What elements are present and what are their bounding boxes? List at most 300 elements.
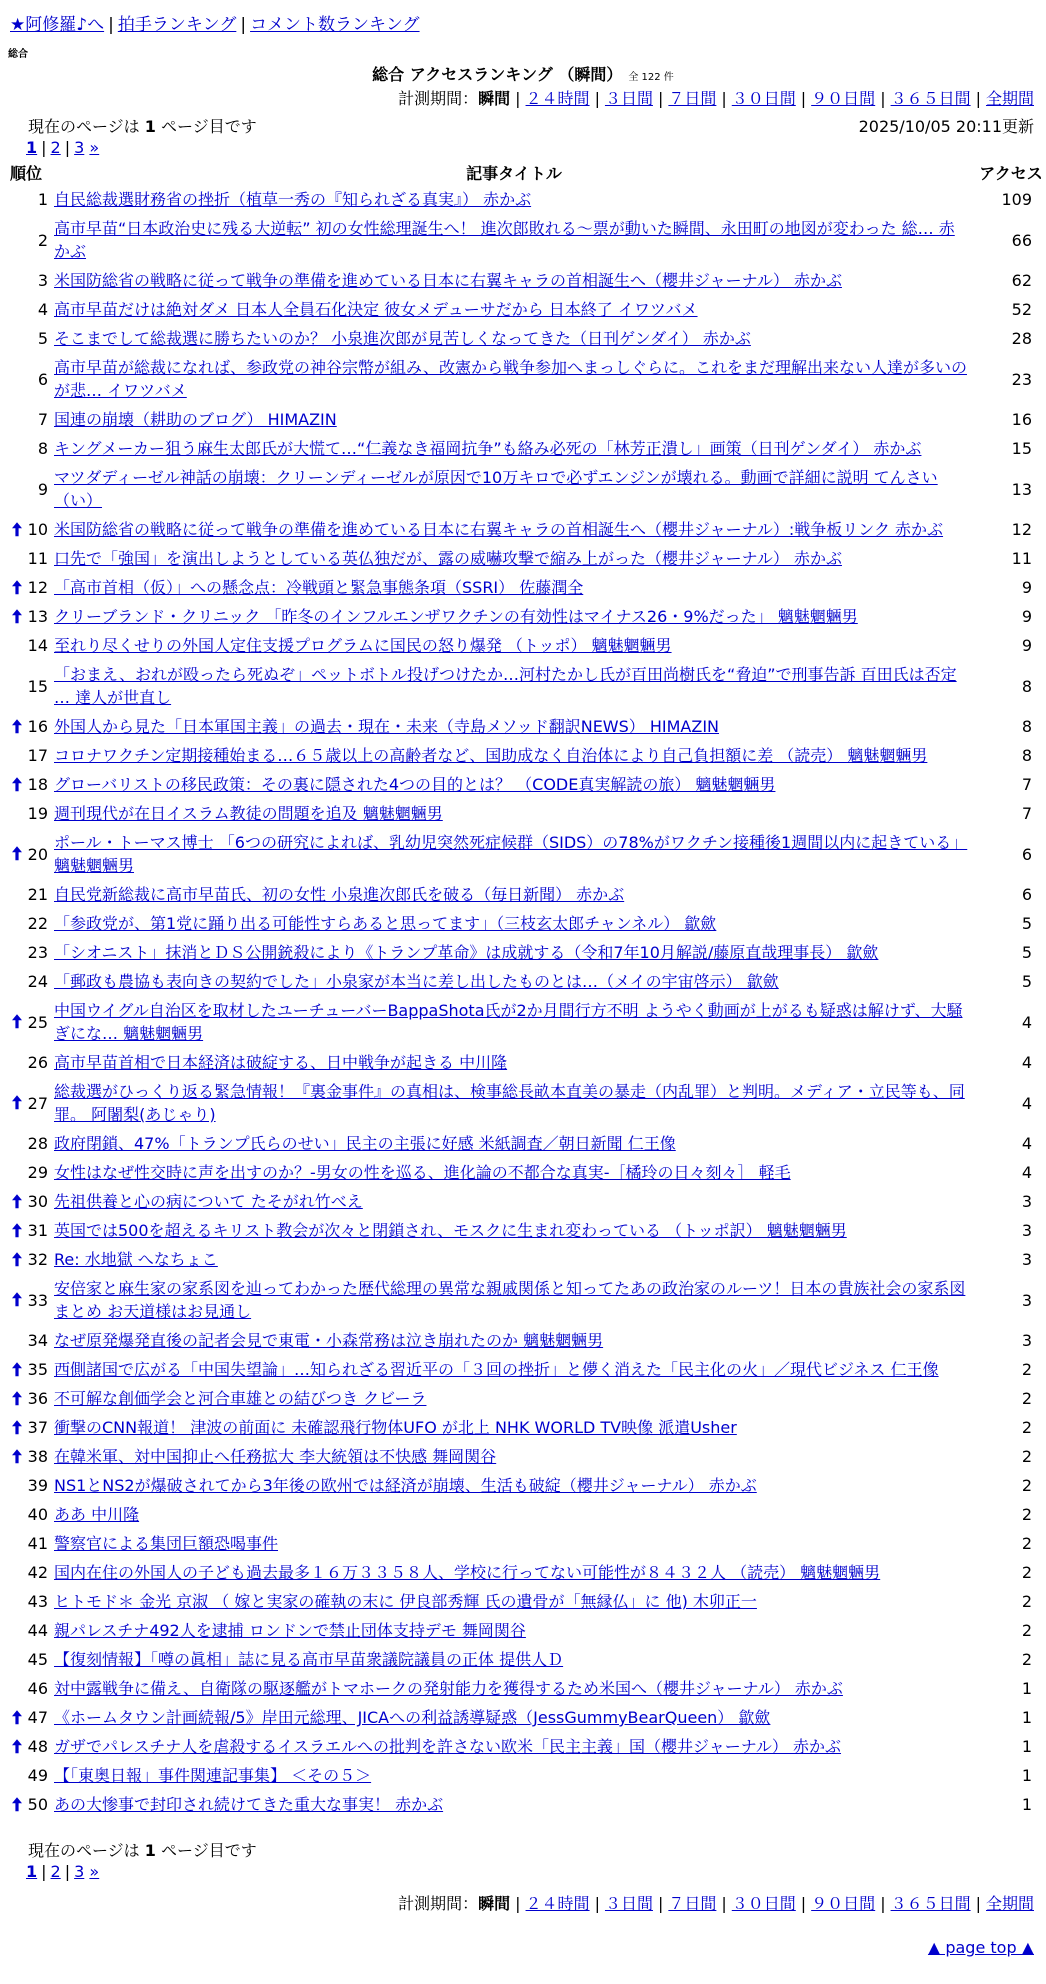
title-cell bbox=[52, 434, 976, 463]
access-count: 3 bbox=[1021, 1221, 1032, 1240]
rank-up-arrow-icon bbox=[11, 845, 23, 861]
separator: | bbox=[41, 138, 47, 157]
rank-cell bbox=[0, 1187, 52, 1216]
rank-number: 43 bbox=[27, 1592, 48, 1611]
rank-number: 9 bbox=[37, 479, 48, 499]
access-count: 7 bbox=[1021, 775, 1032, 794]
access-count: 6 bbox=[1021, 885, 1032, 904]
period-option[interactable]: ３０日間 bbox=[731, 89, 796, 108]
access-count: 8 bbox=[1021, 676, 1032, 696]
table-row bbox=[0, 353, 1046, 405]
access-count: 1 bbox=[1021, 1737, 1032, 1756]
rank-cell bbox=[0, 214, 52, 266]
access-count: 52 bbox=[1011, 300, 1032, 319]
period-option[interactable]: ２４時間 bbox=[525, 89, 590, 108]
table-row bbox=[0, 573, 1046, 602]
article-link[interactable]: 【「東奥日報」事件関連記事集】 ＜その５＞ bbox=[54, 1766, 372, 1785]
table-row bbox=[0, 515, 1046, 544]
access-count: 23 bbox=[1011, 369, 1032, 389]
rank-number: 48 bbox=[27, 1737, 48, 1756]
title-cell bbox=[52, 463, 976, 515]
rank-number: 7 bbox=[37, 410, 48, 429]
page-info-suffix: ページ目です bbox=[161, 117, 257, 136]
rank-up-arrow-icon bbox=[11, 608, 23, 624]
rank-number: 26 bbox=[27, 1053, 48, 1072]
rank-number: 20 bbox=[27, 844, 48, 864]
article-link[interactable]: クリーブランド・クリニック 「昨冬のインフルエンザワクチンの有効性はマイナス26・9%だった」 魑魅魍魎男 bbox=[54, 607, 858, 626]
title-cell bbox=[52, 1587, 976, 1616]
table-row bbox=[0, 828, 1046, 880]
rank-cell bbox=[0, 1761, 52, 1790]
rank-up-arrow-icon bbox=[11, 776, 23, 792]
title-header: 記事タイトル bbox=[466, 164, 562, 183]
rank-cell bbox=[0, 1245, 52, 1274]
rank-cell bbox=[0, 405, 52, 434]
rank-cell bbox=[0, 434, 52, 463]
rank-cell bbox=[0, 515, 52, 544]
separator: | bbox=[594, 89, 600, 108]
period-option[interactable]: ３日間 bbox=[604, 1894, 653, 1913]
access-count: 2 bbox=[1021, 1476, 1032, 1495]
period-option[interactable]: ３０日間 bbox=[731, 1894, 796, 1913]
article-link[interactable]: グローバリストの移民政策：その裏に隠された4つの目的とは？ （CODE真実解読の旅） 魑魅魍魎男 bbox=[54, 775, 776, 794]
access-count: 15 bbox=[1011, 439, 1032, 458]
title-cell bbox=[52, 544, 976, 573]
table-row bbox=[0, 1732, 1046, 1761]
title-cell bbox=[52, 1616, 976, 1645]
title-cell bbox=[52, 1355, 976, 1384]
article-link[interactable]: 総裁選がひっくり返る緊急情報！『裏金事件』の真相は、検事総長畝本直美の暴走（内乱罪）と判明。メディア・立民等も、同罪。 阿闍梨(あじゃり) bbox=[54, 1082, 965, 1124]
title-cell bbox=[52, 1529, 976, 1558]
access-count: 2 bbox=[1021, 1534, 1032, 1553]
access-count: 2 bbox=[1021, 1650, 1032, 1669]
rank-cell bbox=[0, 573, 52, 602]
next-page-link[interactable]: » bbox=[89, 1862, 100, 1881]
rank-number: 14 bbox=[27, 636, 48, 655]
period-option[interactable]: ７日間 bbox=[668, 1894, 717, 1913]
rank-cell bbox=[0, 602, 52, 631]
access-header: アクセス bbox=[979, 164, 1043, 183]
rank-number: 29 bbox=[27, 1163, 48, 1182]
table-row bbox=[0, 1158, 1046, 1187]
separator: | bbox=[594, 1894, 600, 1913]
article-link[interactable]: 米国防総省の戦略に従って戦争の準備を進めている日本に右翼キャラの首相誕生へ（櫻井ジャーナル） 赤かぶ bbox=[54, 271, 842, 290]
page-info-number: 1 bbox=[144, 117, 156, 136]
rank-cell bbox=[0, 996, 52, 1048]
article-link[interactable]: 週刊現代が在日イスラム教徒の問題を追及 魑魅魍魎男 bbox=[54, 804, 443, 823]
page-info-number: 1 bbox=[144, 1841, 156, 1860]
rank-cell bbox=[0, 324, 52, 353]
page-link[interactable]: 2 bbox=[50, 138, 61, 157]
rank-cell bbox=[0, 1790, 52, 1819]
rank-number: 50 bbox=[27, 1795, 48, 1814]
rank-cell bbox=[0, 1674, 52, 1703]
rank-up-arrow-icon bbox=[11, 1094, 23, 1110]
rank-up-arrow-icon bbox=[11, 1390, 23, 1406]
rank-cell bbox=[0, 544, 52, 573]
title-cell bbox=[52, 1471, 976, 1500]
article-link[interactable]: 「シオニスト」抹消とＤＳ公開銃殺により《トランプ革命》は成就する（令和7年10月解説/藤原直哉理事長） 歙歛 bbox=[54, 943, 879, 962]
rank-number: 11 bbox=[27, 549, 48, 568]
title-cell bbox=[52, 631, 976, 660]
separator: | bbox=[108, 15, 114, 35]
period-option[interactable]: ９０日間 bbox=[811, 89, 876, 108]
title-cell bbox=[52, 573, 976, 602]
rank-cell bbox=[0, 1129, 52, 1158]
table-row bbox=[0, 1355, 1046, 1384]
page-link[interactable]: 1 bbox=[26, 138, 38, 157]
rank-number: 8 bbox=[37, 439, 48, 458]
access-count: 3 bbox=[1021, 1250, 1032, 1269]
page-info-prefix: 現在のページは bbox=[28, 1841, 140, 1860]
rank-up-arrow-icon bbox=[11, 1193, 23, 1209]
access-count: 1 bbox=[1021, 1766, 1032, 1785]
article-link[interactable]: 口先で「強国」を演出しようとしている英仏独だが、露の威嚇攻撃で縮み上がった（櫻井ジャーナル） 赤かぶ bbox=[54, 549, 842, 568]
article-link[interactable]: 「郵政も農協も表向きの契約でした」小泉家が本当に差し出したものとは…（メイの宇宙啓示） 歙歛 bbox=[54, 972, 779, 991]
rank-cell bbox=[0, 741, 52, 770]
table-row bbox=[0, 1048, 1046, 1077]
top-navigation bbox=[10, 10, 420, 35]
table-row bbox=[0, 1703, 1046, 1732]
page-link[interactable]: 2 bbox=[50, 1862, 61, 1881]
article-link[interactable]: 「高市首相（仮）」への懸念点：冷戦頭と緊急事態条項（SSRI） 佐藤潤全 bbox=[54, 578, 584, 597]
table-row bbox=[0, 660, 1046, 712]
period-option[interactable]: ２４時間 bbox=[525, 1894, 590, 1913]
table-row bbox=[0, 1442, 1046, 1471]
page-link[interactable]: 3 bbox=[74, 1862, 85, 1881]
updated-timestamp: 2025/10/05 20:11更新 bbox=[858, 117, 1034, 136]
rank-number: 23 bbox=[27, 943, 48, 962]
rank-cell bbox=[0, 1645, 52, 1674]
table-row bbox=[0, 214, 1046, 266]
table-row bbox=[0, 1587, 1046, 1616]
title-cell bbox=[52, 1558, 976, 1587]
period-option[interactable]: ７日間 bbox=[668, 89, 717, 108]
article-link[interactable]: ヒトモド＊ 金光 京淑 （ 嫁と実家の確執の末に 伊良部秀輝 氏の遺骨が「無縁仏」に 他) 木卯正一 bbox=[54, 1592, 757, 1611]
rank-cell bbox=[0, 1413, 52, 1442]
rank-up-arrow-icon bbox=[11, 579, 23, 595]
article-link[interactable]: 西側諸国で広がる「中国失望論」…知られざる習近平の「３回の挫折」と儚く消えた「民主化の火」／現代ビジネス 仁王像 bbox=[54, 1360, 939, 1379]
rank-cell bbox=[0, 660, 52, 712]
article-link[interactable]: 至れり尽くせりの外国人定住支援プログラムに国民の怒り爆発 （トッポ） 魑魅魍魎男 bbox=[54, 636, 672, 655]
rank-up-arrow-icon bbox=[11, 1251, 23, 1267]
comment-ranking-link[interactable]: コメント数ランキング bbox=[250, 15, 420, 35]
title-cell bbox=[52, 185, 976, 214]
title-cell bbox=[52, 1645, 976, 1674]
rank-number: 47 bbox=[27, 1708, 48, 1727]
access-count: 3 bbox=[1021, 1192, 1032, 1211]
article-link[interactable]: 高市早苗“日本政治史に残る大逆転” 初の女性総理誕生へ！ 進次郎敗れる〜票が動いた瞬間、永田町の地図が変わった 総… 赤かぶ bbox=[54, 219, 955, 261]
table-row bbox=[0, 1790, 1046, 1819]
table-row bbox=[0, 1471, 1046, 1500]
rank-number: 5 bbox=[37, 329, 48, 348]
rank-number: 16 bbox=[27, 717, 48, 736]
rank-cell bbox=[0, 1077, 52, 1129]
table-row bbox=[0, 295, 1046, 324]
access-count: 2 bbox=[1021, 1389, 1032, 1408]
separator: | bbox=[721, 89, 727, 108]
article-link[interactable]: 国連の崩壊（耕助のブログ） HIMAZIN bbox=[54, 410, 337, 429]
table-row bbox=[0, 1077, 1046, 1129]
rank-number: 45 bbox=[27, 1650, 48, 1669]
page-link[interactable]: 3 bbox=[74, 138, 85, 157]
separator: | bbox=[515, 89, 521, 108]
title-cell bbox=[52, 880, 976, 909]
title-cell bbox=[52, 1216, 976, 1245]
article-link[interactable]: ガザでパレスチナ人を虐殺するイスラエルへの批判を許さない欧米「民主主義」国（櫻井ジャーナル） 赤かぶ bbox=[54, 1737, 842, 1756]
article-link[interactable]: 国内在住の外国人の子ども過去最多１６万３３５８人、学校に行ってない可能性が８４３２人 （読売） 魑魅魍魎男 bbox=[54, 1563, 881, 1582]
period-option[interactable]: ３６５日間 bbox=[890, 1894, 971, 1913]
rank-up-arrow-icon bbox=[11, 1796, 23, 1812]
rank-cell bbox=[0, 463, 52, 515]
pager-bottom bbox=[26, 1862, 99, 1881]
rank-up-arrow-icon bbox=[11, 718, 23, 734]
article-link[interactable]: 対中露戦争に備え、自衛隊の駆逐艦がトマホークの発射能力を獲得するため米国へ（櫻井ジャーナル） 赤かぶ bbox=[54, 1679, 843, 1698]
access-count: 1 bbox=[1021, 1795, 1032, 1814]
period-option[interactable]: 全期間 bbox=[985, 89, 1034, 108]
rank-cell bbox=[0, 880, 52, 909]
article-link[interactable]: NS1とNS2が爆破されてから3年後の欧州では経済が崩壊、生活も破綻（櫻井ジャーナル） 赤かぶ bbox=[54, 1476, 757, 1495]
table-row bbox=[0, 1674, 1046, 1703]
access-count: 28 bbox=[1011, 329, 1032, 348]
article-link[interactable]: 米国防総省の戦略に従って戦争の準備を進めている日本に右翼キャラの首相誕生へ（櫻井ジャーナル）:戦争板リンク 赤かぶ bbox=[54, 520, 944, 539]
separator: | bbox=[515, 1894, 521, 1913]
title-cell bbox=[52, 324, 976, 353]
article-link[interactable]: マツダディーゼル神話の崩壊：クリーンディーゼルが原因で10万キロで必ずエンジンが壊れる。動画で詳細に説明 てんさい（い） bbox=[54, 468, 938, 510]
article-link[interactable]: 高市早苗首相で日本経済は破綻する、日中戦争が起きる 中川隆 bbox=[54, 1053, 508, 1072]
rank-cell bbox=[0, 1326, 52, 1355]
article-link[interactable]: 女性はなぜ性交時に声を出すのか？-男女の性を巡る、進化論の不都合な真実-［橘玲の日々刻々］ 軽毛 bbox=[54, 1163, 791, 1182]
article-link[interactable]: 先祖供養と心の病について たそがれ竹べえ bbox=[54, 1192, 363, 1211]
table-row bbox=[0, 1616, 1046, 1645]
clap-ranking-link[interactable]: 拍手ランキング bbox=[117, 15, 237, 35]
rank-cell bbox=[0, 353, 52, 405]
rank-number: 41 bbox=[27, 1534, 48, 1553]
period-option[interactable]: ９０日間 bbox=[811, 1894, 876, 1913]
article-link[interactable]: キングメーカー狙う麻生太郎氏が大慌て…“仁義なき福岡抗争”も絡み必死の「林芳正潰し」画策（日刊ゲンダイ） 赤かぶ bbox=[54, 439, 922, 458]
access-count: 2 bbox=[1021, 1447, 1032, 1466]
title-cell bbox=[52, 1703, 976, 1732]
article-link[interactable]: 在韓米軍、対中国抑止へ任務拡大 李大統領は不快感 舞岡関谷 bbox=[54, 1447, 497, 1466]
article-link[interactable]: 親パレスチナ492人を逮捕 ロンドンで禁止団体支持デモ 舞岡関谷 bbox=[54, 1621, 526, 1640]
page-link[interactable]: 1 bbox=[26, 1862, 38, 1881]
rank-up-arrow-icon bbox=[11, 1738, 23, 1754]
rank-up-arrow-icon bbox=[11, 1013, 23, 1029]
article-link[interactable]: Re: 水地獄 へなちょこ bbox=[54, 1250, 218, 1269]
page-top-link[interactable]: ▲ page top ▲ bbox=[927, 1938, 1034, 1957]
table-row bbox=[0, 1129, 1046, 1158]
title-cell bbox=[52, 1384, 976, 1413]
separator: | bbox=[975, 89, 981, 108]
title-cell bbox=[52, 1187, 976, 1216]
rank-cell bbox=[0, 266, 52, 295]
period-option[interactable]: 全期間 bbox=[985, 1894, 1034, 1913]
access-count: 4 bbox=[1021, 1134, 1032, 1153]
title-cell bbox=[52, 770, 976, 799]
article-link[interactable]: 自民党新総裁に高市早苗氏、初の女性 小泉進次郎氏を破る（毎日新聞） 赤かぶ bbox=[54, 885, 625, 904]
rank-cell bbox=[0, 1355, 52, 1384]
table-row bbox=[0, 1413, 1046, 1442]
article-link[interactable]: 外国人から見た「日本軍国主義」の過去・現在・未来（寺島メソッド翻訳NEWS） HIMAZIN bbox=[54, 717, 720, 736]
article-link[interactable]: ポール・トーマス博士 「6つの研究によれば、乳幼児突然死症候群（SIDS）の78%がワクチン接種後1週間以内に起きている」 魑魅魍魎男 bbox=[54, 833, 968, 875]
table-row bbox=[0, 880, 1046, 909]
rank-number: 15 bbox=[27, 676, 48, 696]
table-row bbox=[0, 463, 1046, 515]
period-option: 瞬間 bbox=[478, 89, 511, 108]
title-cell bbox=[52, 295, 976, 324]
ranking-table bbox=[0, 162, 1046, 1819]
rank-number: 22 bbox=[27, 914, 48, 933]
article-link[interactable]: 高市早苗が総裁になれば、参政党の神谷宗幣が組み、改憲から戦争参加へまっしぐらに。これをまだ理解出来ない人達が多いのが悲… イワツバメ bbox=[54, 358, 967, 400]
access-count: 109 bbox=[1001, 190, 1032, 209]
title-cell bbox=[52, 353, 976, 405]
article-link[interactable]: あの大惨事で封印され続けてきた重大な事実！ 赤かぶ bbox=[54, 1795, 444, 1814]
table-header bbox=[0, 162, 1046, 185]
separator: | bbox=[64, 1862, 71, 1881]
article-link[interactable]: 高市早苗だけは絶対ダメ 日本人全員石化決定 彼女メデューサだから 日本終了 イワツバメ bbox=[54, 300, 698, 319]
table-row bbox=[0, 1274, 1046, 1326]
article-link[interactable]: 《ホームタウン計画続報/5》岸田元総理、JICAへの利益誘導疑惑（JessGummyBearQueen） 歙歛 bbox=[54, 1708, 771, 1727]
table-row bbox=[0, 434, 1046, 463]
rank-up-arrow-icon bbox=[11, 1448, 23, 1464]
separator: | bbox=[975, 1894, 981, 1913]
access-count: 5 bbox=[1021, 914, 1032, 933]
period-option: 瞬間 bbox=[478, 1894, 511, 1913]
table-row bbox=[0, 1187, 1046, 1216]
title-cell bbox=[52, 1790, 976, 1819]
separator: | bbox=[880, 1894, 886, 1913]
access-count: 3 bbox=[1021, 1290, 1032, 1310]
period-label: 計測期間： bbox=[398, 89, 479, 108]
access-count: 66 bbox=[1011, 230, 1032, 250]
separator: | bbox=[800, 89, 807, 108]
separator: | bbox=[721, 1894, 727, 1913]
article-link[interactable]: コロナワクチン定期接種始まる…６５歳以上の高齢者など、国助成なく自治体により自己負担額に差 （読売） 魑魅魍魎男 bbox=[54, 746, 928, 765]
rank-cell bbox=[0, 295, 52, 324]
next-page-link[interactable]: » bbox=[89, 138, 100, 157]
article-link[interactable]: 英国では500を超えるキリスト教会が次々と閉鎖され、モスクに生まれ変わっている （トッポ訳） 魑魅魍魎男 bbox=[54, 1221, 847, 1240]
period-option[interactable]: ３日間 bbox=[604, 89, 653, 108]
rank-number: 32 bbox=[27, 1250, 48, 1269]
access-count: 62 bbox=[1011, 271, 1032, 290]
access-count: 7 bbox=[1021, 804, 1032, 823]
article-link[interactable]: なぜ原発爆発直後の記者会見で東電・小森常務は泣き崩れたのか 魑魅魍魎男 bbox=[54, 1331, 604, 1350]
access-count: 9 bbox=[1021, 636, 1032, 655]
page-info-top bbox=[28, 114, 257, 137]
period-option[interactable]: ３６５日間 bbox=[890, 89, 971, 108]
article-link[interactable]: 「おまえ、おれが殴ったら死ぬぞ」ペットボトル投げつけたか…河村たかし氏が百田尚樹氏を“脅迫”で刑事告訴 百田氏は否定 … 達人が世直し bbox=[54, 665, 957, 707]
rank-up-arrow-icon bbox=[11, 1291, 23, 1307]
rank-number: 10 bbox=[27, 520, 48, 539]
rank-number: 38 bbox=[27, 1447, 48, 1466]
rank-number: 12 bbox=[27, 578, 48, 597]
title-cell bbox=[52, 266, 976, 295]
access-count: 9 bbox=[1021, 578, 1032, 597]
rank-number: 40 bbox=[27, 1505, 48, 1524]
title-cell bbox=[52, 1245, 976, 1274]
article-link[interactable]: そこまでして総裁選に勝ちたいのか？ 小泉進次郎が見苦しくなってきた（日刊ゲンダイ） 赤かぶ bbox=[54, 329, 751, 348]
title-cell bbox=[52, 1048, 976, 1077]
table-row bbox=[0, 1384, 1046, 1413]
rank-cell bbox=[0, 967, 52, 996]
title-cell bbox=[52, 1274, 976, 1326]
rank-cell bbox=[0, 1384, 52, 1413]
article-link[interactable]: 中国ウイグル自治区を取材したユーチューバーBappaShota氏が2か月間行方不明 ようやく動画が上がるも疑惑は解けず、大騒ぎにな… 魑魅魍魎男 bbox=[54, 1001, 963, 1043]
separator: | bbox=[657, 89, 664, 108]
table-row bbox=[0, 996, 1046, 1048]
table-row bbox=[0, 909, 1046, 938]
access-count: 8 bbox=[1021, 746, 1032, 765]
rank-cell bbox=[0, 1587, 52, 1616]
page-info-prefix: 現在のページは bbox=[28, 117, 140, 136]
access-count: 5 bbox=[1021, 972, 1032, 991]
article-link[interactable]: 自民総裁選財務省の挫折（植草一秀の『知られざる真実』） 赤かぶ bbox=[54, 190, 532, 209]
article-link[interactable]: 安倍家と麻生家の家系図を辿ってわかった歴代総理の異常な親戚関係と知ってたあの政治家のルーツ！日本の貴族社会の家系図まとめ お天道様はお見通し bbox=[54, 1279, 966, 1321]
page-info-suffix: ページ目です bbox=[161, 1841, 257, 1860]
title-cell bbox=[52, 1761, 976, 1790]
title-cell bbox=[52, 909, 976, 938]
rank-up-arrow-icon bbox=[11, 1222, 23, 1238]
rank-cell bbox=[0, 1529, 52, 1558]
access-count: 4 bbox=[1021, 1093, 1032, 1113]
table-row bbox=[0, 1645, 1046, 1674]
section-label: 総合 bbox=[8, 49, 28, 60]
article-link[interactable]: 政府閉鎖、47%「トランプ氏らのせい」民主の主張に好感 米紙調査／朝日新聞 仁王像 bbox=[54, 1134, 676, 1153]
article-link[interactable]: 警察官による集団巨額恐喝事件 bbox=[54, 1534, 279, 1553]
title-cell bbox=[52, 1077, 976, 1129]
table-row bbox=[0, 602, 1046, 631]
access-count: 2 bbox=[1021, 1592, 1032, 1611]
article-link[interactable]: 【復刻情報】「噂の眞相」誌に見る高市早苗衆議院議員の正体 提供人Ｄ bbox=[54, 1650, 564, 1669]
access-count: 1 bbox=[1021, 1679, 1032, 1698]
table-row bbox=[0, 770, 1046, 799]
rank-up-arrow-icon bbox=[11, 1361, 23, 1377]
rank-cell bbox=[0, 799, 52, 828]
rank-number: 27 bbox=[27, 1093, 48, 1113]
access-count: 2 bbox=[1021, 1418, 1032, 1437]
home-link[interactable]: ★阿修羅♪へ bbox=[10, 15, 105, 35]
table-row bbox=[0, 1326, 1046, 1355]
title-cell bbox=[52, 1674, 976, 1703]
rank-number: 1 bbox=[37, 190, 48, 209]
rank-number: 44 bbox=[27, 1621, 48, 1640]
table-row bbox=[0, 799, 1046, 828]
table-row bbox=[0, 405, 1046, 434]
access-count: 2 bbox=[1021, 1621, 1032, 1640]
rank-cell bbox=[0, 1442, 52, 1471]
rank-number: 37 bbox=[27, 1418, 48, 1437]
separator: | bbox=[800, 1894, 807, 1913]
title-cell bbox=[52, 405, 976, 434]
article-link[interactable]: ああ 中川隆 bbox=[54, 1505, 140, 1524]
article-link[interactable]: 不可解な創価学会と河合車雄との結びつき クビーラ bbox=[54, 1389, 427, 1408]
title-cell bbox=[52, 1732, 976, 1761]
access-count: 13 bbox=[1011, 479, 1032, 499]
title-cell bbox=[52, 1500, 976, 1529]
rank-up-arrow-icon bbox=[11, 1709, 23, 1725]
title-cell bbox=[52, 996, 976, 1048]
article-link[interactable]: 衝撃のCNN報道！ 津波の前面に 未確認飛行物体UFO が北上 NHK WORLD TV映像 派遣Usher bbox=[54, 1418, 737, 1437]
title-cell bbox=[52, 1326, 976, 1355]
rank-cell bbox=[0, 1703, 52, 1732]
article-link[interactable]: 「参政党が、第1党に踊り出る可能性すらあると思ってます」（三枝玄太郎チャンネル） 歙歛 bbox=[54, 914, 717, 933]
access-count: 3 bbox=[1021, 1331, 1032, 1350]
separator: | bbox=[657, 1894, 664, 1913]
table-row bbox=[0, 544, 1046, 573]
title-cell bbox=[52, 938, 976, 967]
table-row bbox=[0, 185, 1046, 214]
table-row bbox=[0, 1500, 1046, 1529]
